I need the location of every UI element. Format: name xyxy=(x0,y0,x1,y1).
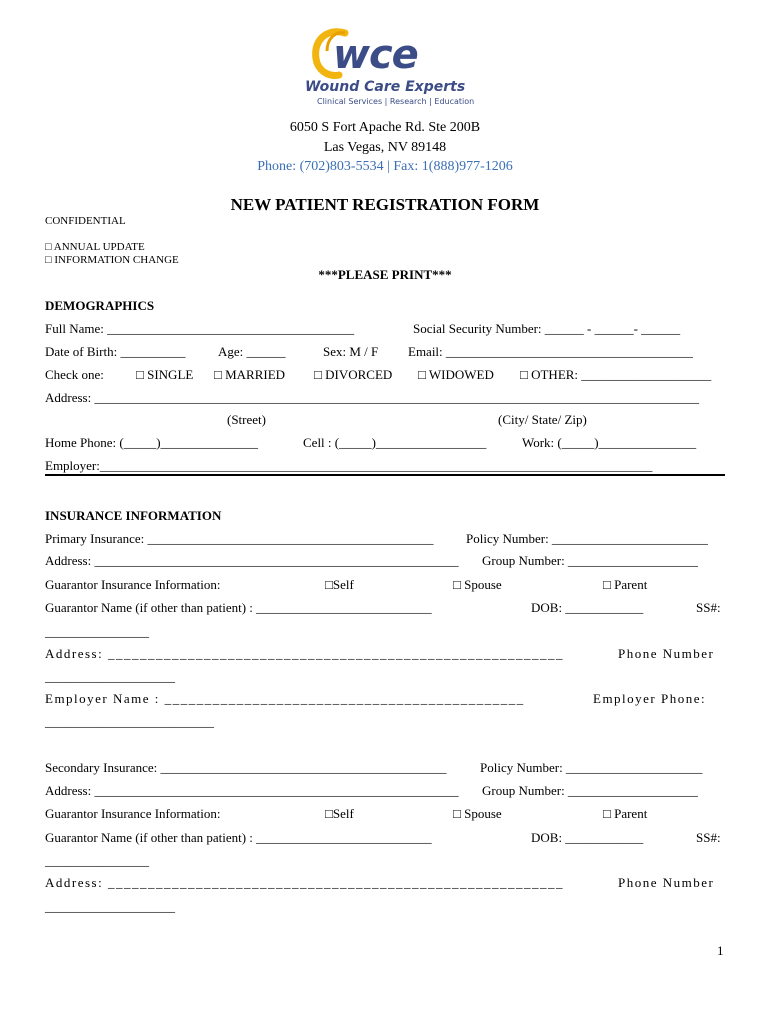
city-state-zip-label: (City/ State/ Zip) xyxy=(498,412,587,427)
secondary-ss-label: SS#: xyxy=(696,830,721,845)
other-checkbox[interactable]: □ OTHER: ____________________ xyxy=(520,367,712,382)
secondary-address-field[interactable]: Address: ________________________________________________________ xyxy=(45,783,459,798)
logo xyxy=(305,25,475,110)
single-checkbox[interactable]: □ SINGLE xyxy=(136,367,194,382)
work-field[interactable]: Work: (_____)_______________ xyxy=(522,435,697,450)
sex-field[interactable]: Sex: M / F xyxy=(323,344,379,359)
widowed-checkbox[interactable]: □ WIDOWED xyxy=(418,367,494,382)
primary-self-checkbox[interactable]: □Self xyxy=(325,577,354,592)
logo-tagline: Clinical Services | Research | Education xyxy=(317,97,475,106)
cell-field[interactable]: Cell : (_____)_________________ xyxy=(303,435,487,450)
confidential-label: CONFIDENTIAL xyxy=(45,215,126,227)
address-field[interactable]: Address: _____________________________________________________________________________________________ xyxy=(45,390,699,405)
secondary-guarantor-info-label: Guarantor Insurance Information: xyxy=(45,806,221,821)
primary-guarantor-dob-field[interactable]: DOB: ____________ xyxy=(531,600,644,615)
address-line2: Las Vegas, NV 89148 xyxy=(323,140,447,155)
primary-spouse-checkbox[interactable]: □ Spouse xyxy=(453,577,502,592)
secondary-group-field[interactable]: Group Number: ____________________ xyxy=(482,783,698,798)
information-change-checkbox[interactable]: □ INFORMATION CHANGE xyxy=(45,254,179,266)
dob-field[interactable]: Date of Birth: __________ xyxy=(45,344,186,359)
primary-phone-number-label: Phone Number xyxy=(618,646,715,661)
secondary-spouse-checkbox[interactable]: □ Spouse xyxy=(453,806,502,821)
primary-guarantor-address-field[interactable]: Address: _________________________________________________________ xyxy=(45,646,564,661)
secondary-ss-field[interactable]: ________________ xyxy=(45,853,149,868)
age-field[interactable]: Age: ______ xyxy=(218,344,286,359)
secondary-guarantor-dob-field[interactable]: DOB: ____________ xyxy=(531,830,644,845)
secondary-self-checkbox[interactable]: □Self xyxy=(325,806,354,821)
primary-phone-number-field[interactable]: ____________________ xyxy=(45,669,175,684)
street-label: (Street) xyxy=(227,412,266,427)
secondary-phone-number-label: Phone Number xyxy=(618,875,715,890)
primary-ss-label: SS#: xyxy=(696,600,721,615)
demographics-heading: DEMOGRAPHICS xyxy=(45,298,155,313)
primary-guarantor-info-label: Guarantor Insurance Information: xyxy=(45,577,221,592)
primary-group-field[interactable]: Group Number: ____________________ xyxy=(482,553,698,568)
page-number: 1 xyxy=(717,943,724,958)
primary-policy-field[interactable]: Policy Number: ________________________ xyxy=(466,531,708,546)
please-print: ***PLEASE PRINT*** xyxy=(318,267,452,282)
primary-employer-name-field[interactable]: Employer Name : _____________________________________________ xyxy=(45,691,525,706)
secondary-policy-field[interactable]: Policy Number: _____________________ xyxy=(480,760,703,775)
secondary-guarantor-name-field[interactable]: Guarantor Name (if other than patient) : ___________________________ xyxy=(45,830,432,845)
primary-guarantor-name-field[interactable]: Guarantor Name (if other than patient) : ___________________________ xyxy=(45,600,432,615)
primary-insurance-field[interactable]: Primary Insurance: ____________________________________________ xyxy=(45,531,434,546)
secondary-guarantor-address-field[interactable]: Address: _________________________________________________________ xyxy=(45,875,564,890)
primary-employer-phone-field[interactable]: __________________________ xyxy=(45,714,214,729)
contact-line: Phone: (702)803-5534 | Fax: 1(888)977-1206 xyxy=(257,159,513,174)
secondary-parent-checkbox[interactable]: □ Parent xyxy=(603,806,648,821)
divorced-checkbox[interactable]: □ DIVORCED xyxy=(314,367,393,382)
section-divider xyxy=(45,474,725,476)
annual-update-checkbox[interactable]: □ ANNUAL UPDATE xyxy=(45,241,145,253)
secondary-insurance-field[interactable]: Secondary Insurance: ____________________________________________ xyxy=(45,760,447,775)
primary-ss-field[interactable]: ________________ xyxy=(45,624,149,639)
logo-wordmark: wce xyxy=(333,32,418,78)
primary-address-field[interactable]: Address: ________________________________________________________ xyxy=(45,553,459,568)
full-name-field[interactable]: Full Name: ______________________________________ xyxy=(45,321,355,336)
employer-field[interactable]: Employer:_____________________________________________________________________________________ xyxy=(45,458,653,473)
home-phone-field[interactable]: Home Phone: (_____)_______________ xyxy=(45,435,259,450)
married-checkbox[interactable]: □ MARRIED xyxy=(214,367,286,382)
secondary-phone-number-field[interactable]: ____________________ xyxy=(45,899,175,914)
email-field[interactable]: Email: ______________________________________ xyxy=(408,344,693,359)
address-line1: 6050 S Fort Apache Rd. Ste 200B xyxy=(289,120,481,135)
logo-name: Wound Care Experts xyxy=(305,79,466,95)
form-title: NEW PATIENT REGISTRATION FORM xyxy=(230,195,540,214)
ssn-field[interactable]: Social Security Number: ______ - ______- ______ xyxy=(413,321,681,336)
primary-parent-checkbox[interactable]: □ Parent xyxy=(603,577,648,592)
check-one-label: Check one: xyxy=(45,367,104,382)
insurance-heading: INSURANCE INFORMATION xyxy=(45,508,222,523)
primary-employer-phone-label: Employer Phone: xyxy=(593,691,707,706)
